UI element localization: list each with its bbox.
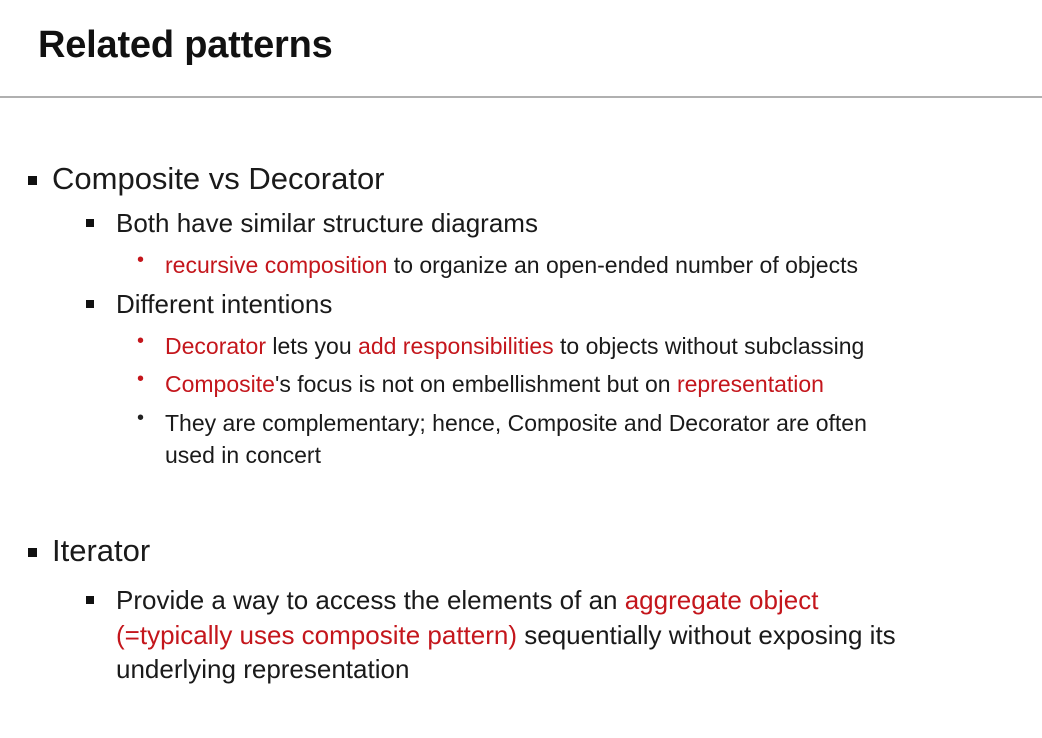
iterator-description-line2	[116, 617, 896, 653]
bullet-square-icon	[86, 596, 94, 604]
bullet-square-icon	[28, 176, 37, 185]
bullet-similar-structure: Both have similar structure diagrams	[116, 208, 538, 238]
point-text: to objects without subclassing	[553, 333, 865, 359]
highlight-recursive-composition: recursive composition	[165, 252, 388, 278]
point-complementary-line2: used in concert	[165, 442, 321, 468]
bullet-square-icon	[86, 219, 94, 227]
bullet-dot-icon: •	[137, 368, 145, 390]
highlight-decorator: Decorator	[165, 333, 266, 359]
iterator-description-line1	[116, 582, 818, 618]
highlight-composite-pattern-note: (=typically uses composite pattern)	[116, 620, 518, 650]
highlight-aggregate-object: aggregate object	[624, 585, 819, 615]
highlight-representation: representation	[676, 371, 824, 397]
point-recursive-composition	[165, 249, 858, 281]
point-text: lets you	[265, 333, 359, 359]
slide-title: Related patterns	[38, 24, 333, 66]
section-heading-iterator: Iterator	[52, 533, 151, 568]
point-complementary-line1: They are complementary; hence, Composite and Decorator are often	[165, 410, 867, 436]
point-text: 's focus is not on embellishment but on	[274, 371, 677, 397]
bullet-square-icon	[86, 300, 94, 308]
highlight-add-responsibilities: add responsibilities	[358, 333, 554, 359]
iterator-text: Provide a way to access the elements of an	[116, 585, 625, 615]
section-heading-composite-vs-decorator: Composite vs Decorator	[52, 161, 385, 196]
bullet-different-intentions: Different intentions	[116, 289, 333, 319]
iterator-description-line3: underlying representation	[116, 654, 410, 684]
point-text: to organize an open-ended number of objects	[387, 252, 858, 278]
bullet-dot-icon: •	[137, 407, 145, 429]
iterator-text: sequentially without exposing its	[517, 620, 896, 650]
bullet-dot-icon: •	[137, 330, 145, 352]
point-composite-focus	[165, 368, 824, 400]
title-divider	[0, 96, 1042, 98]
bullet-square-icon	[28, 548, 37, 557]
highlight-composite: Composite	[165, 371, 275, 397]
bullet-dot-icon: •	[137, 249, 145, 271]
point-decorator-responsibilities	[165, 330, 864, 362]
